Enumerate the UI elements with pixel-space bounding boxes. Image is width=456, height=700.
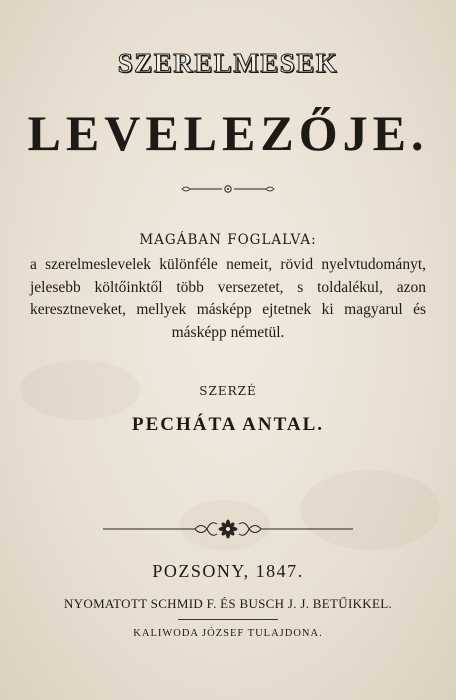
- small-ornament-rule: [0, 183, 456, 195]
- place-and-year: POZSONY, 1847.: [152, 561, 304, 581]
- printer-line: NYOMATOTT SCHMID F. ÉS BUSCH J. J. BETŰIKKEL.: [64, 596, 392, 611]
- title-line-1: SZERELMESEK: [117, 48, 339, 78]
- contents-heading: MAGÁBAN FOGLALVA:: [139, 232, 317, 248]
- author-name: PECHÁTA ANTAL.: [132, 414, 324, 435]
- owner-line: KALIWODA JÓZSEF TULAJDONA.: [133, 628, 323, 639]
- floral-ornament-rule: [0, 518, 456, 540]
- title-line-2: LEVELEZŐJE.: [27, 105, 429, 161]
- contents-description: a szerelmeslevelek különféle nemeit, rövid nyelvtudományt, jelesebb költőinktől több versezetet, s toldalékul, azon keresztneveket, mellyek másképp ejtetnek ki magyarul és másképp németül.: [30, 256, 426, 341]
- author-label: SZERZÉ: [199, 384, 257, 398]
- short-rule: [178, 619, 278, 620]
